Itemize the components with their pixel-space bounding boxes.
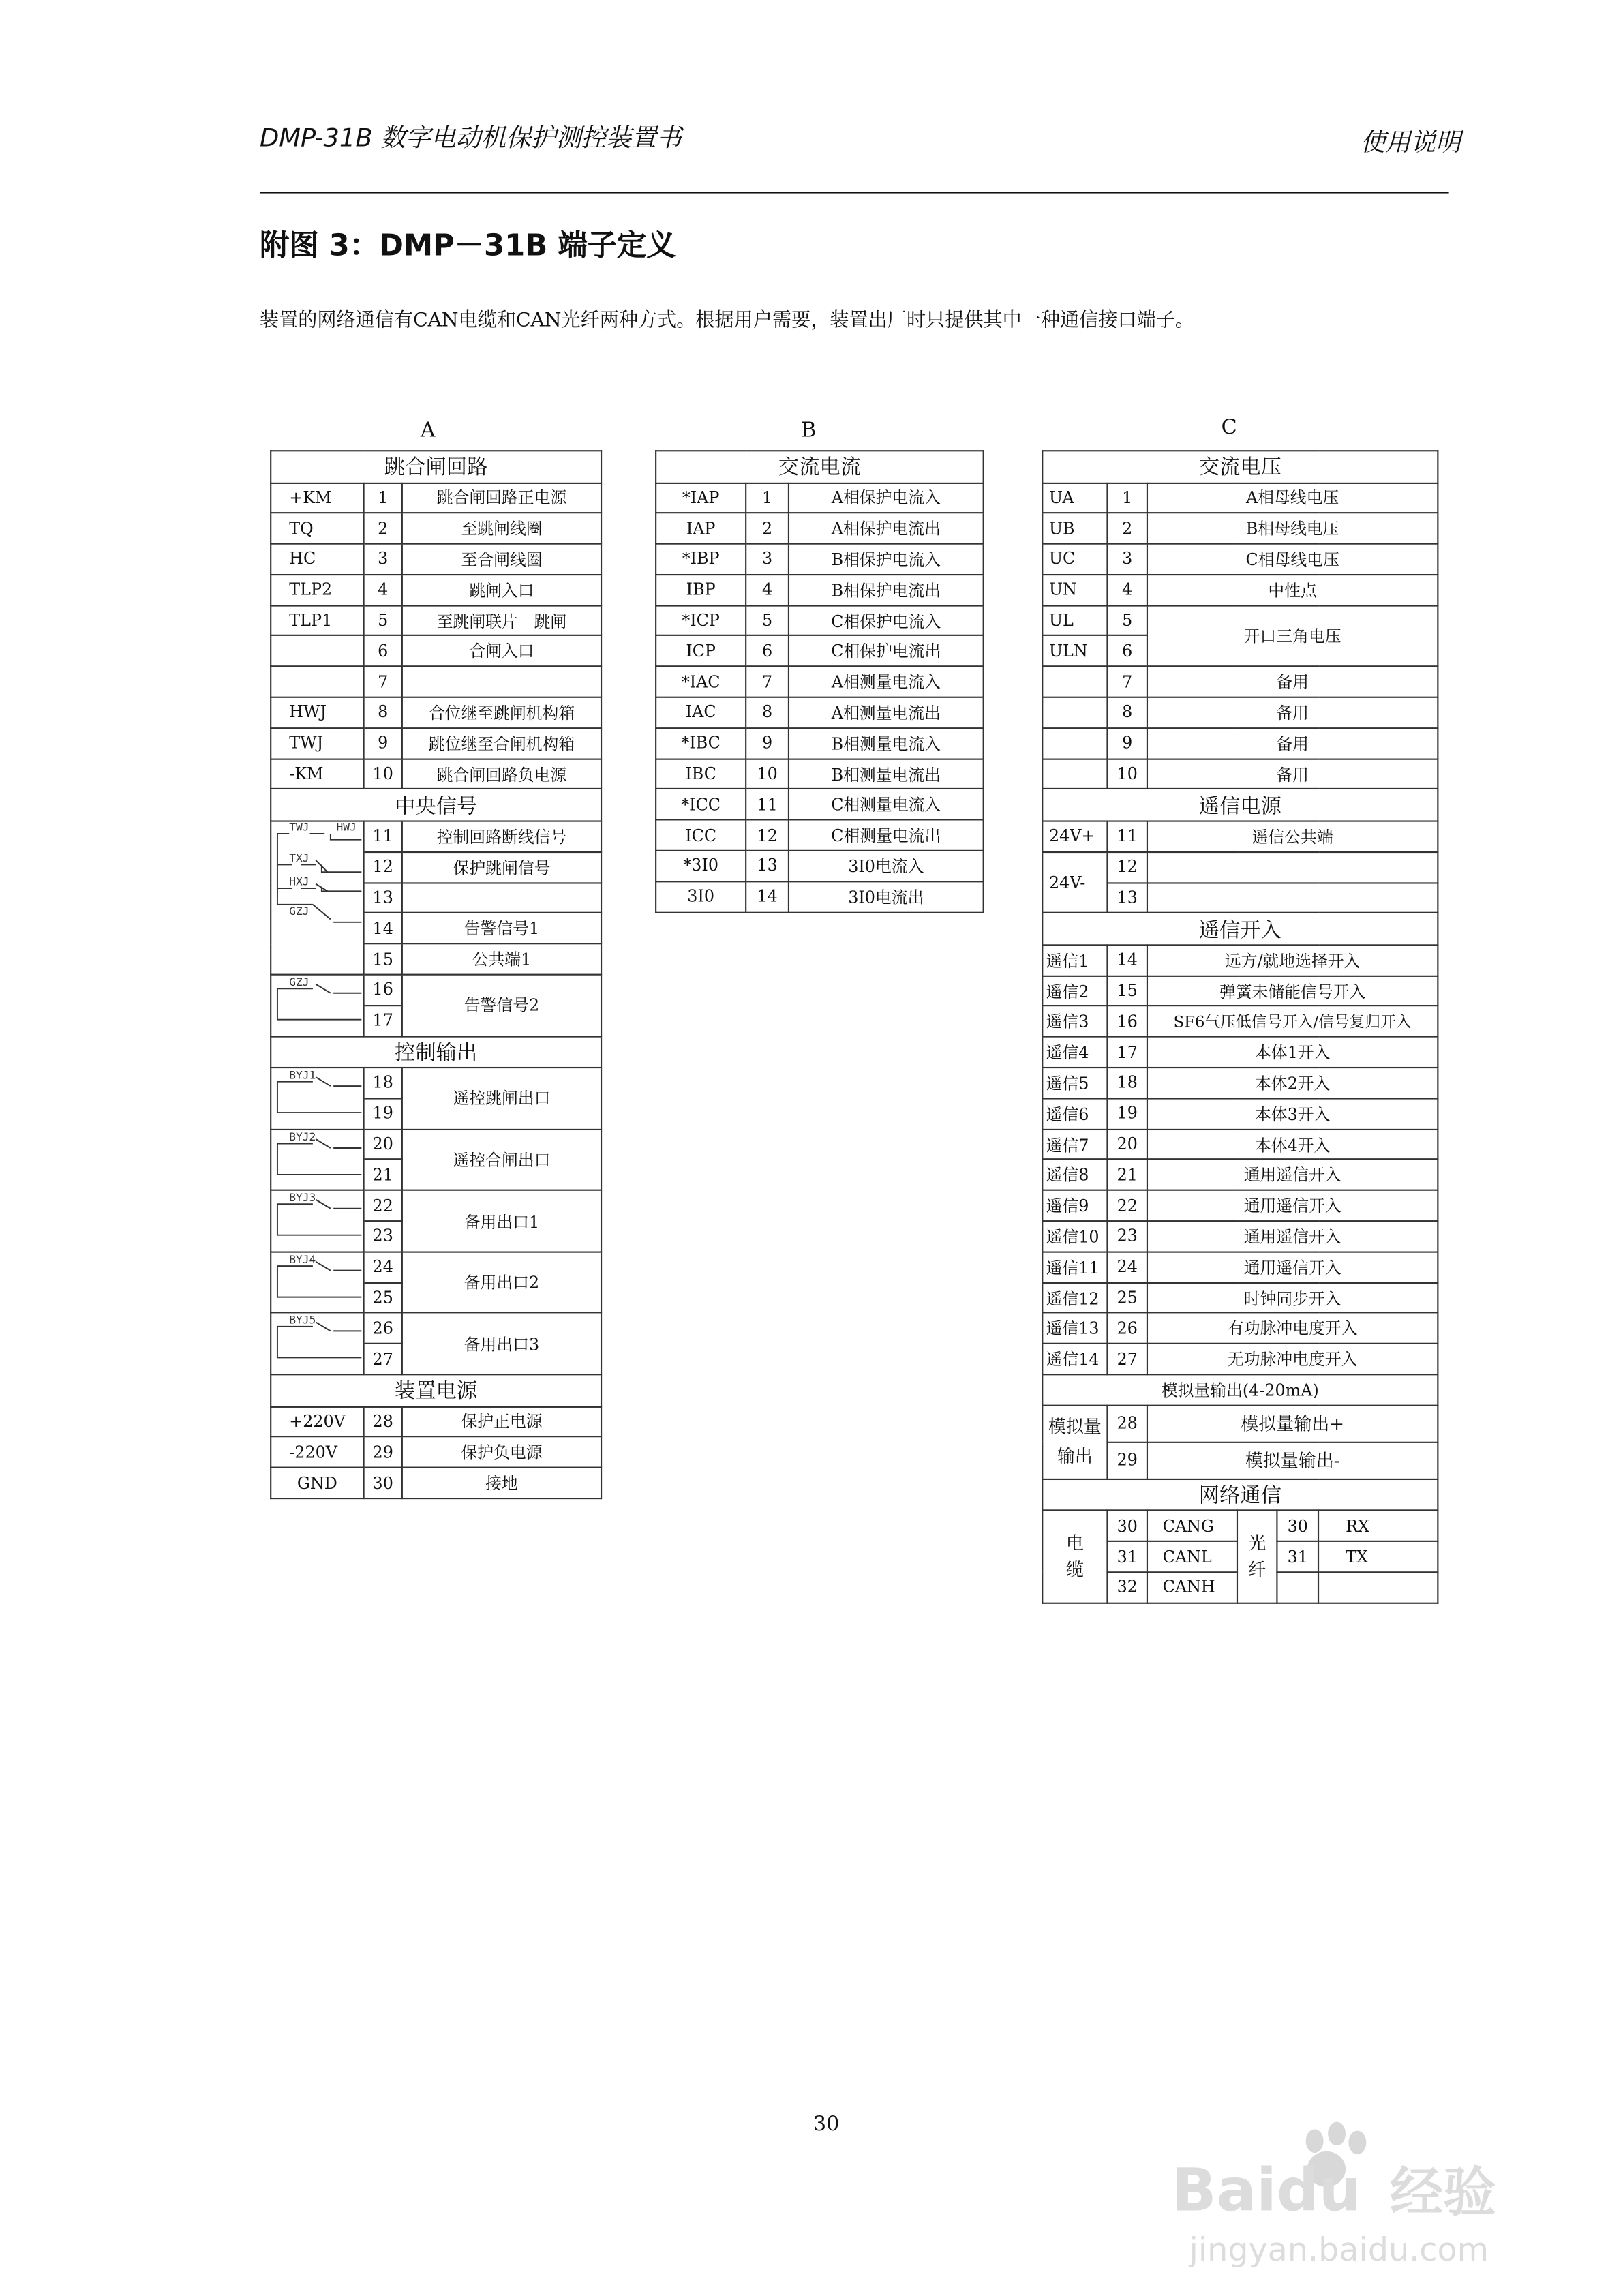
terminal-row: BYJ4 24 备用出口2: [271, 1252, 601, 1282]
svg-text:BYJ1: BYJ1: [289, 1068, 316, 1082]
section-header: 遥信电源: [1042, 789, 1438, 821]
terminal-row: UC 3 C相母线电压: [1042, 544, 1438, 575]
terminal-row: 10 备用: [1042, 759, 1438, 789]
section-header: 网络通信: [1042, 1479, 1438, 1511]
terminal-row: 遥信7 20 本体4开入: [1042, 1129, 1438, 1160]
terminal-row: TWJ 9 跳位继至合闸机构箱: [271, 728, 601, 759]
relay-gzj-label: GZJ: [289, 904, 309, 918]
terminal-row: 遥信8 21 通用遥信开入: [1042, 1160, 1438, 1190]
terminal-table-c: [1042, 450, 1438, 1603]
terminal-row: 遥信3 16 SF6气压低信号开入/信号复归开入: [1042, 1006, 1438, 1037]
terminal-row: *IAP 1 A相保护电流入: [656, 483, 984, 513]
terminal-row: 遥信9 22 通用遥信开入: [1042, 1190, 1438, 1221]
terminal-row: IAP 2 A相保护电流出: [656, 513, 984, 544]
terminal-row: GZJ 16 告警信号2: [271, 975, 601, 1006]
header-title: DMP-31B 数字电动机保护测控装置书: [259, 123, 682, 154]
terminal-row: IAC 8 A相测量电流出: [656, 697, 984, 728]
terminal-row: -KM 10 跳合闸回路负电源: [271, 759, 601, 789]
terminal-row: 24V- 12: [1042, 852, 1438, 883]
terminal-row: 遥信12 25 时钟同步开入: [1042, 1282, 1438, 1313]
terminal-row: BYJ2 20 遥控合闸出口: [271, 1129, 601, 1160]
terminal-row: TWJ HWJ TXJ HXJ GZJ 11 控制回路断线信号: [271, 821, 601, 851]
terminal-row: 12 保护跳闸信号: [271, 852, 601, 883]
terminal-row: 遥信2 15 弹簧未储能信号开入: [1042, 976, 1438, 1006]
section-header: 遥信开入: [1042, 913, 1438, 946]
terminal-row: IBC 10 B相测量电流出: [656, 759, 984, 789]
terminal-row: 32 CANH: [1042, 1572, 1438, 1603]
terminal-row: 遥信11 24 通用遥信开入: [1042, 1252, 1438, 1282]
header-section: 使用说明: [1360, 128, 1461, 158]
watermark-cn: 经验: [1390, 2162, 1496, 2224]
section-header: 跳合闸回路: [271, 451, 601, 483]
terminal-row: 遥信13 26 有功脉冲电度开入: [1042, 1313, 1438, 1344]
terminal-row: UA 1 A相母线电压: [1042, 483, 1438, 513]
terminal-row: 遥信4 17 本体1开入: [1042, 1037, 1438, 1068]
terminal-row: 7 备用: [1042, 667, 1438, 697]
terminal-row: 9 备用: [1042, 728, 1438, 759]
terminal-row: ICC 12 C相测量电流出: [656, 820, 984, 851]
terminal-row: 遥信6 19 本体3开入: [1042, 1098, 1438, 1129]
terminal-row: 29 模拟量输出-: [1042, 1442, 1438, 1479]
svg-text:BYJ3: BYJ3: [289, 1191, 316, 1205]
terminal-row: UL 5 开口三角电压: [1042, 605, 1438, 636]
header-divider: [260, 192, 1449, 193]
svg-text:BYJ4: BYJ4: [289, 1252, 316, 1266]
terminal-table-b: [655, 450, 984, 913]
terminal-row: 27: [271, 1344, 601, 1374]
terminal-row: 模拟量输出 28 模拟量输出+: [1042, 1405, 1438, 1442]
terminal-row: ICP 6 C相保护电流出: [656, 636, 984, 667]
terminal-row: ULN 6: [1042, 636, 1438, 667]
relay-hxj-label: HXJ: [289, 875, 309, 888]
watermark-brand: Baidu: [1171, 2156, 1361, 2225]
cable-label: 电缆: [1042, 1511, 1107, 1603]
column-label-b: B: [801, 419, 817, 443]
terminal-row: *ICC 11 C相测量电流入: [656, 789, 984, 820]
terminal-row: *IAC 7 A相测量电流入: [656, 667, 984, 697]
terminal-row: 8 备用: [1042, 697, 1438, 728]
column-label-c: C: [1221, 416, 1237, 440]
relay-byj5-contact-diagram: [271, 1313, 363, 1374]
terminal-row: -220V 29 保护负电源: [271, 1437, 601, 1468]
terminal-row: IBP 4 B相保护电流出: [656, 575, 984, 605]
terminal-row: BYJ1 18 遥控跳闸出口: [271, 1068, 601, 1098]
section-header: 交流电流: [656, 451, 984, 483]
terminal-row: 7: [271, 667, 601, 697]
terminal-row: 遥信5 18 本体2开入: [1042, 1068, 1438, 1098]
intro-paragraph: 装置的网络通信有CAN电缆和CAN光纤两种方式。根据用户需要，装置出厂时只提供其中一种通信接口端子。: [259, 309, 1195, 333]
relay-byj4-contact-diagram: [271, 1252, 363, 1313]
terminal-row: 24V+ 11 遥信公共端: [1042, 821, 1438, 851]
page-number: 30: [813, 2113, 840, 2137]
terminal-row: 遥信1 14 远方/就地选择开入: [1042, 945, 1438, 976]
terminal-row: 15 公共端1: [271, 944, 601, 975]
section-header: 中央信号: [271, 789, 601, 821]
relay-gzj-contact-diagram: [271, 975, 363, 1036]
svg-text:BYJ2: BYJ2: [289, 1130, 316, 1143]
terminal-row: 25: [271, 1282, 601, 1313]
relay-twj-label: TWJ: [289, 821, 309, 834]
terminal-row: TLP2 4 跳闸入口: [271, 575, 601, 605]
terminal-row: BYJ5 26 备用出口3: [271, 1313, 601, 1344]
terminal-row: BYJ3 22 备用出口1: [271, 1190, 601, 1221]
terminal-row: 13: [271, 883, 601, 913]
column-label-a: A: [420, 419, 436, 443]
signal-relay-contacts-diagram: [271, 821, 363, 974]
terminal-row: HC 3 至合闸线圈: [271, 544, 601, 575]
terminal-row: 遥信14 27 无功脉冲电度开入: [1042, 1344, 1438, 1374]
terminal-row: +220V 28 保护正电源: [271, 1406, 601, 1437]
relay-hwj-label: HWJ: [336, 821, 357, 834]
terminal-row: 19: [271, 1098, 601, 1129]
terminal-row: 21: [271, 1160, 601, 1190]
terminal-row: 遥信10 23 通用遥信开入: [1042, 1221, 1438, 1252]
section-header: 装置电源: [271, 1374, 601, 1406]
section-header: 交流电压: [1042, 451, 1438, 483]
terminal-row: +KM 1 跳合闸回路正电源: [271, 483, 601, 513]
terminal-row: TLP1 5 至跳闸联片 跳闸: [271, 605, 601, 636]
terminal-row: UB 2 B相母线电压: [1042, 513, 1438, 544]
terminal-row: *3I0 13 3I0电流入: [656, 851, 984, 881]
terminal-row: TQ 2 至跳闸线圈: [271, 513, 601, 544]
terminal-row: GND 30 接地: [271, 1468, 601, 1498]
terminal-row: 17: [271, 1006, 601, 1036]
section-header: 模拟量输出(4-20mA): [1042, 1374, 1438, 1405]
fiber-label: 光纤: [1237, 1511, 1277, 1603]
terminal-row: 6 合闸入口: [271, 636, 601, 667]
terminal-row: 23: [271, 1221, 601, 1252]
terminal-row: *IBP 3 B相保护电流入: [656, 544, 984, 575]
relay-byj3-contact-diagram: [271, 1190, 363, 1252]
terminal-row: 电缆 30 CANG 光纤 30 RX: [1042, 1511, 1438, 1541]
watermark-url: jingyan.baidu.com: [1189, 2231, 1489, 2269]
terminal-row: 3I0 14 3I0电流出: [656, 881, 984, 912]
section-header: 控制输出: [271, 1036, 601, 1068]
relay-byj2-contact-diagram: [271, 1129, 363, 1190]
terminal-row: *ICP 5 C相保护电流入: [656, 605, 984, 636]
terminal-row: *IBC 9 B相测量电流入: [656, 728, 984, 759]
relay-byj1-contact-diagram: [271, 1068, 363, 1129]
relay-txj-label: TXJ: [289, 851, 309, 865]
terminal-row: HWJ 8 合位继至跳闸机构箱: [271, 697, 601, 728]
svg-text:BYJ5: BYJ5: [289, 1314, 316, 1327]
baidu-jingyan-watermark: [1168, 2119, 1552, 2274]
terminal-table-a: [270, 450, 602, 1499]
figure-title: 附图 3：DMP－31B 端子定义: [259, 227, 676, 263]
svg-text:GZJ: GZJ: [289, 975, 309, 988]
terminal-row: 13: [1042, 883, 1438, 913]
terminal-row: 14 告警信号1: [271, 913, 601, 944]
terminal-row: 31 CANL 31 TX: [1042, 1541, 1438, 1572]
terminal-row: UN 4 中性点: [1042, 575, 1438, 605]
